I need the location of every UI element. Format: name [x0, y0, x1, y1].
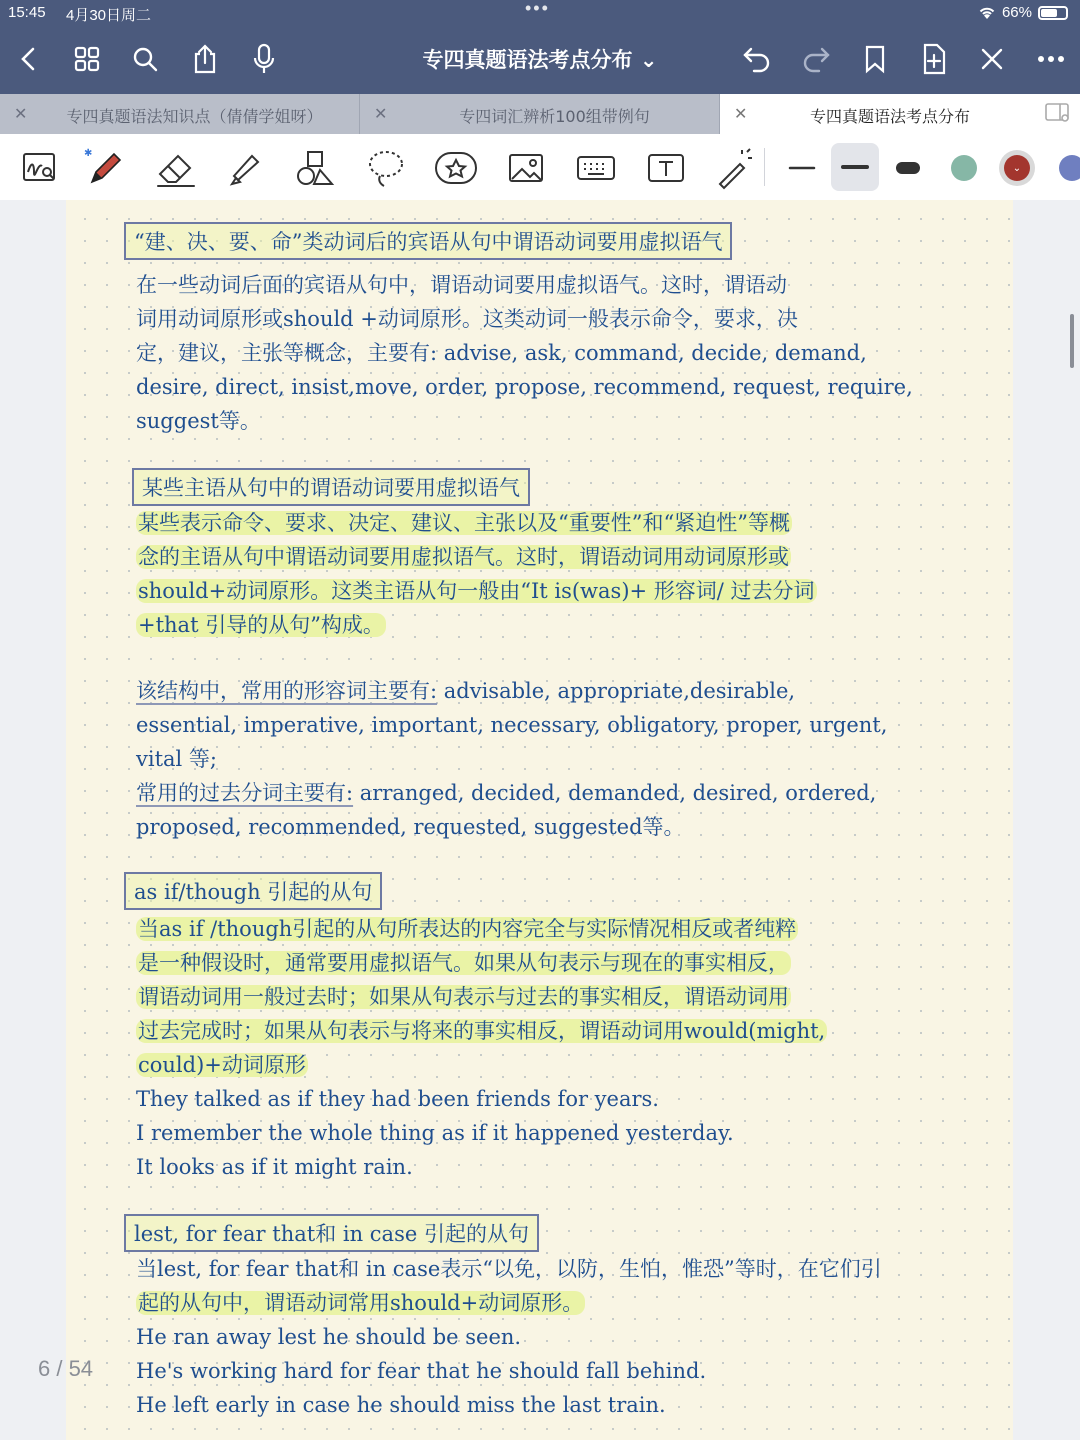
highlight: 某些表示命令、要求、决定、建议、主张以及“重要性”和“紧迫性”等概 [138, 511, 790, 535]
pen-icon[interactable] [84, 146, 128, 190]
color-swatch-red-selected[interactable]: ⌄ [995, 146, 1039, 190]
scrollbar[interactable] [1070, 314, 1074, 368]
laser-pointer-icon[interactable] [712, 146, 756, 190]
grid-view-icon[interactable] [70, 42, 104, 76]
redo-icon[interactable] [799, 42, 833, 76]
note-line [136, 1286, 585, 1320]
stroke-medium[interactable] [831, 143, 879, 191]
note-line: desire, direct, insist,move, order, propose, recommend, request, require, [136, 375, 913, 399]
stroke-thin[interactable] [780, 146, 824, 190]
example-sentence: It looks as if it might rain. [136, 1155, 413, 1179]
tab-label: 专四词汇辨析100组带例句 [459, 107, 650, 126]
document-title[interactable]: 专四真题语法考点分布 ⌄ [422, 48, 658, 72]
note-line [136, 1048, 308, 1082]
nav-bar [0, 34, 1080, 84]
close-tab-icon[interactable]: ✕ [14, 104, 28, 123]
highlight: should+动词原形。这类主语从句一般由“It is(was)+ 形容词/ 过去分词 [138, 579, 815, 603]
close-edit-icon[interactable] [975, 42, 1009, 76]
section-heading: “建、决、要、命”类动词后的宾语从句中谓语动词要用虚拟语气 [124, 222, 732, 260]
microphone-icon[interactable] [247, 42, 281, 76]
close-tab-icon[interactable]: ✕ [374, 104, 388, 123]
top-bar [0, 0, 1080, 94]
more-icon[interactable] [1034, 42, 1068, 76]
note-text: arranged, decided, demanded, desired, ordered, [353, 781, 877, 805]
section-heading: lest, for fear that和 in case 引起的从句 [124, 1214, 539, 1252]
note-line [136, 608, 386, 642]
section-heading: as if/though 引起的从句 [124, 872, 382, 910]
note-line: suggest等。 [136, 409, 261, 433]
example-sentence: He's working hard for fear that he should fall behind. [136, 1359, 707, 1383]
tab-grammar-points[interactable] [0, 94, 360, 134]
highlight: 念的主语从句中谓语动词要用虚拟语气。这时，谓语动词用动词原形或 [138, 545, 789, 569]
note-line [136, 776, 876, 810]
status-right [978, 4, 1068, 21]
lasso-icon[interactable] [364, 146, 408, 190]
example-sentence: I remember the whole thing as if it happened yesterday. [136, 1121, 734, 1145]
bookmark-icon[interactable] [858, 42, 892, 76]
note-line [136, 506, 792, 540]
shapes-icon[interactable] [294, 146, 338, 190]
note-line: 当lest, for fear that和 in case表示“以免，以防，生怕，惟恐”等时，在它们引 [136, 1257, 882, 1281]
note-line [136, 946, 791, 980]
drawing-toolbar [0, 134, 1080, 201]
note-line: proposed, recommended, requested, suggested等。 [136, 815, 685, 839]
note-line: 定，建议，主张等概念，主要有: advise, ask, command, decide, demand, [136, 341, 867, 365]
note-text: advisable, appropriate,desirable, [437, 679, 796, 703]
highlight: 过去完成时；如果从句表示与将来的事实相反，谓语动词用would(might, [138, 1019, 826, 1043]
color-swatch-blue[interactable] [1050, 146, 1080, 190]
note-line: essential, imperative, important, necessary, obligatory, proper, urgent, [136, 713, 888, 737]
handwriting-search-icon[interactable] [18, 146, 62, 190]
example-sentence: They talked as if they had been friends for years. [136, 1087, 659, 1111]
svg-text:✱: ✱ [84, 148, 93, 159]
split-view-icon[interactable] [1044, 102, 1070, 124]
note-line: vital 等; [136, 747, 218, 771]
tab-grammar-distribution[interactable] [720, 94, 1080, 134]
note-line [136, 574, 817, 608]
status-bar [0, 0, 1080, 26]
page-indicator: 6 / 54 [38, 1356, 94, 1381]
status-date: 4月30日周二 [66, 7, 152, 24]
keyboard-icon[interactable] [574, 146, 618, 190]
highlight: could)+动词原形 [138, 1053, 306, 1077]
tab-bar [0, 94, 1080, 134]
highlight: 当as if /though引起的从句所表达的内容完全与实际情况相反或者纯粹 [138, 917, 797, 941]
note-line [136, 674, 795, 708]
highlight: 是一种假设时，通常要用虚拟语气。如果从句表示与现在的事实相反， [138, 951, 789, 975]
multitasking-dots-icon[interactable]: ••• [525, 0, 550, 18]
search-icon[interactable] [128, 42, 162, 76]
battery-percent: 66% [1001, 4, 1032, 21]
note-line [136, 980, 791, 1014]
highlight: 谓语动词用一般过去时；如果从句表示与过去的事实相反，谓语动词用 [138, 985, 789, 1009]
underlined-label: 常用的过去分词主要有: [136, 781, 354, 805]
wifi-icon [978, 6, 996, 20]
underlined-label: 该结构中，常用的形容词主要有: [136, 679, 438, 703]
note-line [136, 1014, 827, 1048]
note-line [136, 912, 798, 946]
close-tab-icon[interactable]: ✕ [734, 104, 748, 123]
text-tool-icon[interactable] [644, 146, 688, 190]
image-icon[interactable] [504, 146, 548, 190]
share-icon[interactable] [188, 42, 222, 76]
color-swatch-green[interactable] [942, 146, 986, 190]
battery-icon [1038, 6, 1068, 20]
status-time: 15:45 [8, 4, 46, 21]
highlighter-icon[interactable] [224, 146, 268, 190]
sticker-icon[interactable] [434, 146, 478, 190]
example-sentence: He ran away lest he should be seen. [136, 1325, 522, 1349]
back-icon[interactable] [12, 42, 46, 76]
highlight: 起的从句中，谓语动词常用should+动词原形。 [138, 1291, 584, 1315]
highlight: +that 引导的从句”构成。 [138, 613, 384, 637]
note-line: 词用动词原形或should +动词原形。这类动词一般表示命令，要求，决 [136, 307, 798, 331]
tab-label: 专四真题语法考点分布 [809, 107, 970, 126]
note-line: 在一些动词后面的宾语从句中，谓语动词要用虚拟语气。这时，谓语动 [136, 273, 787, 297]
add-page-icon[interactable] [917, 42, 951, 76]
note-line [136, 540, 791, 574]
eraser-icon[interactable] [154, 146, 198, 190]
section-heading: 某些主语从句中的谓语动词要用虚拟语气 [132, 468, 530, 506]
example-sentence: He left early in case he should miss the last train. [136, 1393, 666, 1417]
tab-vocab-analysis[interactable] [360, 94, 720, 134]
stroke-thick[interactable] [886, 146, 930, 190]
undo-icon[interactable] [740, 42, 774, 76]
tab-label: 专四真题语法知识点（倩倩学姐呀） [66, 107, 323, 126]
